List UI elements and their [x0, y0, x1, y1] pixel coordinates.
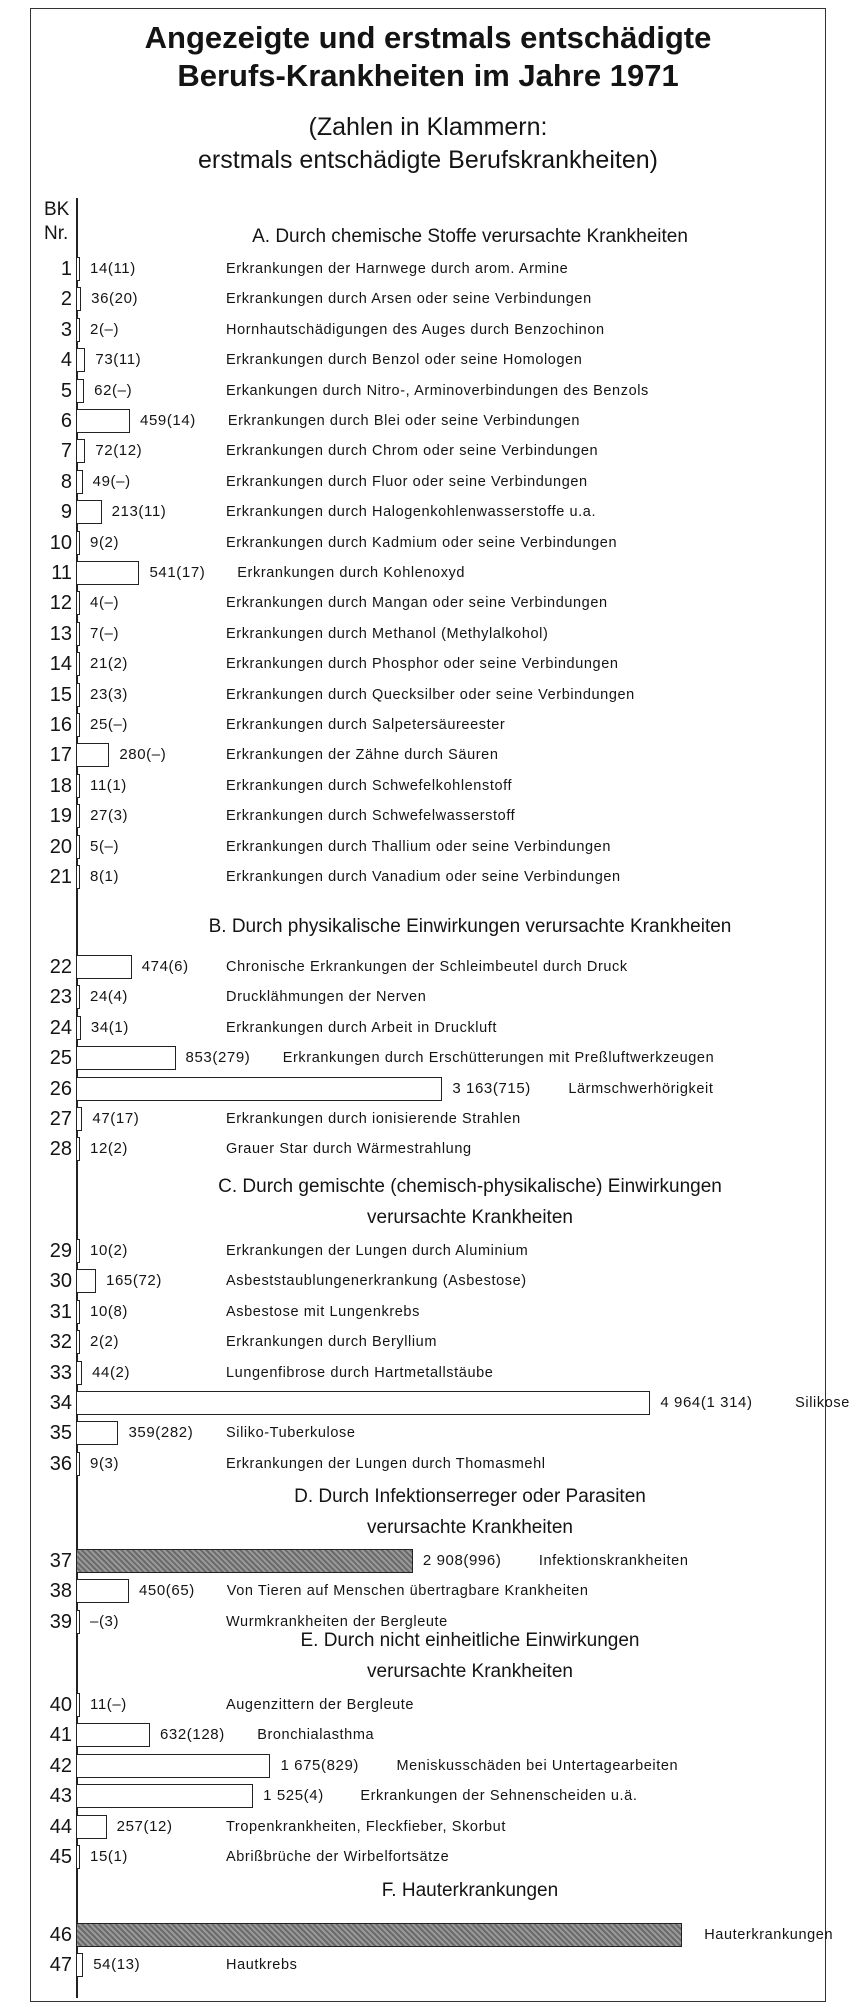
- bk-number: 41: [49, 1724, 72, 1746]
- category-label: Erkrankungen der Sehnenscheiden u.ä.: [360, 1788, 638, 1804]
- bar: [77, 1421, 118, 1445]
- bk-number: 19: [49, 805, 72, 827]
- bk-number: 27: [49, 1108, 72, 1130]
- bar-row: [0, 1720, 850, 1750]
- value-label: 72(12): [95, 442, 143, 459]
- bar: [77, 439, 85, 463]
- value-label: 257(12): [116, 1818, 173, 1835]
- value-label: 14(11): [90, 260, 136, 277]
- bar-row: [0, 1690, 850, 1720]
- chart-subtitle-line-1: (Zahlen in Klammern:: [308, 113, 548, 141]
- bar-row: [0, 1449, 850, 1479]
- category-label: Erkrankungen durch Erschütterungen mit Preßluftwerkzeugen: [282, 1050, 715, 1066]
- bar: [77, 561, 139, 585]
- bar-row: [0, 1950, 850, 1980]
- bar-row: [0, 1781, 850, 1811]
- bar-row: [0, 1074, 850, 1104]
- category-label: Erkrankungen der Zähne durch Säuren: [226, 747, 499, 763]
- category-label: Siliko-Tuberkulose: [226, 1425, 356, 1441]
- bar-row: [0, 1104, 850, 1134]
- bar: [77, 652, 80, 676]
- value-label: 8(1): [90, 868, 120, 885]
- bk-number: 15: [49, 684, 72, 706]
- bk-number: 2: [60, 288, 72, 310]
- section-heading: E. Durch nicht einheitliche Einwirkungen: [300, 1630, 640, 1651]
- value-label: 1 675(829): [280, 1757, 360, 1774]
- value-label: 474(6): [141, 958, 189, 975]
- bar-row: [0, 1297, 850, 1327]
- bar: [77, 1723, 150, 1747]
- bar: [77, 1693, 80, 1717]
- category-label: Hauterkrankungen: [704, 1927, 834, 1943]
- bar: [77, 1845, 80, 1869]
- bar-row: [0, 588, 850, 618]
- bk-number: 34: [49, 1392, 72, 1414]
- category-label: Erkrankungen der Harnwege durch arom. Armine: [226, 261, 569, 277]
- category-label: Tropenkrankheiten, Fleckfieber, Skorbut: [226, 1819, 506, 1835]
- bar-row: [0, 680, 850, 710]
- bk-nr-column-header: [44, 198, 69, 246]
- category-label: Augenzittern der Bergleute: [226, 1697, 415, 1713]
- category-label: Erkrankungen durch Salpetersäureester: [226, 717, 506, 733]
- bk-number: 1: [60, 258, 72, 280]
- value-label: 213(11): [111, 503, 167, 520]
- category-label: Erkrankungen durch Vanadium oder seine Verbindungen: [226, 869, 621, 885]
- bar: [77, 318, 80, 342]
- bk-number: 45: [49, 1846, 72, 1868]
- bar: [77, 865, 80, 889]
- section-heading: B. Durch physikalische Einwirkungen verursachte Krankheiten: [208, 916, 732, 937]
- category-label: Erkrankungen durch Beryllium: [226, 1334, 438, 1350]
- bar: [77, 1391, 650, 1415]
- bar-row: [0, 1134, 850, 1164]
- category-label: Lungenfibrose durch Hartmetallstäube: [226, 1365, 494, 1381]
- value-label: 34(1): [90, 1019, 129, 1036]
- bk-number: 38: [49, 1580, 72, 1602]
- bk-number: 37: [49, 1550, 72, 1572]
- bar-row: [0, 740, 850, 770]
- category-label: Infektionskrankheiten: [538, 1553, 689, 1569]
- bar: [77, 1579, 129, 1603]
- value-label: 2 908(996): [422, 1552, 502, 1569]
- category-label: Chronische Erkrankungen der Schleimbeutel durch Druck: [226, 959, 628, 975]
- bar-row: [0, 497, 850, 527]
- value-label: 1 525(4): [263, 1787, 324, 1804]
- bar-row: [0, 528, 850, 558]
- bar: [77, 1549, 413, 1573]
- category-label: Erkrankungen der Lungen durch Aluminium: [226, 1243, 529, 1259]
- section-heading: A. Durch chemische Stoffe verursachte Krankheiten: [252, 226, 688, 247]
- bk-number: 47: [49, 1954, 72, 1976]
- bar: [77, 1361, 82, 1385]
- value-label: 10(8): [90, 1303, 129, 1320]
- value-label: 359(282): [128, 1424, 194, 1441]
- bar: [77, 257, 80, 281]
- bar: [77, 500, 102, 524]
- bar-row: [0, 832, 850, 862]
- bar: [77, 1452, 80, 1476]
- bk-number: 3: [60, 319, 72, 341]
- bar-row: [0, 1607, 850, 1637]
- bar-row: [0, 1388, 850, 1418]
- bk-number: 26: [49, 1078, 72, 1100]
- bar-row: [0, 315, 850, 345]
- category-label: Silikose: [795, 1395, 850, 1411]
- bar: [77, 955, 132, 979]
- bar-row: [0, 345, 850, 375]
- category-label: Erkrankungen durch Phosphor oder seine Verbindungen: [226, 656, 619, 672]
- bar: [77, 1754, 270, 1778]
- bk-number: 29: [49, 1240, 72, 1262]
- bk-number: 9: [60, 501, 72, 523]
- value-label: 450(65): [138, 1582, 195, 1599]
- bk-number: 28: [49, 1138, 72, 1160]
- bar: [77, 287, 81, 311]
- bar-row: [0, 862, 850, 892]
- bk-number: 23: [49, 986, 72, 1008]
- category-label: Erkrankungen durch Arsen oder seine Verbindungen: [226, 291, 592, 307]
- bar: [77, 1953, 83, 1977]
- value-label: 36(20): [91, 290, 139, 307]
- bk-number: 12: [49, 592, 72, 614]
- bar-row: [0, 406, 850, 436]
- bar-row: [0, 1576, 850, 1606]
- bk-number: 40: [49, 1694, 72, 1716]
- bar-row: [0, 376, 850, 406]
- bar-row: [0, 982, 850, 1012]
- category-label: Erkrankungen durch Benzol oder seine Homologen: [226, 352, 583, 368]
- value-label: 23(3): [90, 686, 129, 703]
- bar: [77, 1330, 80, 1354]
- value-label: 25(–): [90, 716, 129, 733]
- bar: [77, 1046, 176, 1070]
- category-label: Von Tieren auf Menschen übertragbare Krankheiten: [226, 1583, 589, 1599]
- bar-row: [0, 1327, 850, 1357]
- bar: [77, 622, 80, 646]
- bk-number: 39: [49, 1611, 72, 1633]
- bk-number: 25: [49, 1047, 72, 1069]
- bar-row: [0, 467, 850, 497]
- bk-number: 7: [60, 440, 72, 462]
- category-label: Erkrankungen durch Quecksilber oder seine Verbindungen: [226, 687, 635, 703]
- bar: [77, 1137, 80, 1161]
- value-label: 12(2): [90, 1140, 129, 1157]
- bar: [77, 470, 83, 494]
- value-label: 15(1): [90, 1848, 129, 1865]
- category-label: Erkrankungen durch Blei oder seine Verbindungen: [227, 413, 581, 429]
- value-label: 7(–): [90, 625, 120, 642]
- bar-row: [0, 1418, 850, 1448]
- value-label: –(3): [90, 1613, 120, 1630]
- category-label: Erkankungen durch Nitro-, Arminoverbindungen des Benzols: [226, 383, 649, 399]
- value-label: 3 163(715): [452, 1080, 531, 1097]
- category-label: Meniskusschäden bei Untertagearbeiten: [396, 1758, 679, 1774]
- bar: [77, 379, 84, 403]
- bk-number: 5: [60, 380, 72, 402]
- nr-label: Nr.: [44, 223, 69, 244]
- bar-row: [0, 771, 850, 801]
- bk-number: 8: [60, 471, 72, 493]
- bar: [77, 1107, 82, 1131]
- chart-title-line-1: Angezeigte und erstmals entschädigte: [144, 20, 712, 55]
- category-label: Drucklähmungen der Nerven: [226, 989, 427, 1005]
- bar: [77, 683, 80, 707]
- category-label: Hautkrebs: [226, 1957, 298, 1973]
- value-label: 2(2): [90, 1333, 120, 1350]
- category-label: Asbestose mit Lungenkrebs: [226, 1304, 420, 1320]
- bar: [77, 591, 80, 615]
- bar: [77, 713, 80, 737]
- category-label: Hornhautschädigungen des Auges durch Benzochinon: [226, 322, 605, 338]
- bar-row: [0, 1358, 850, 1388]
- value-label: 853(279): [185, 1049, 251, 1066]
- bar: [77, 743, 109, 767]
- value-label: 21(2): [90, 655, 129, 672]
- bar-row: [0, 1920, 850, 1950]
- category-label: Lärmschwerhörigkeit: [568, 1081, 714, 1097]
- bk-number: 4: [60, 349, 72, 371]
- value-label: 2(–): [90, 321, 120, 338]
- value-label: 24(4): [90, 988, 129, 1005]
- bar: [77, 804, 80, 828]
- bar-row: [0, 558, 850, 588]
- bar: [77, 985, 80, 1009]
- section-heading: D. Durch Infektionserreger oder Parasiten: [294, 1486, 646, 1507]
- bar-row: [0, 1751, 850, 1781]
- value-label: 11(1): [90, 777, 127, 794]
- value-label: 4(–): [90, 594, 120, 611]
- bk-number: 11: [51, 562, 72, 584]
- value-label: 632(128): [159, 1726, 225, 1743]
- value-label: 5(–): [90, 838, 120, 855]
- bk-number: 35: [49, 1422, 72, 1444]
- bar: [77, 835, 80, 859]
- section-heading: F. Hauterkrankungen: [381, 1880, 559, 1901]
- category-label: Bronchialasthma: [257, 1727, 375, 1743]
- category-label: Erkrankungen durch Halogenkohlenwasserstoffe u.a.: [226, 504, 597, 520]
- bk-number: 13: [49, 623, 72, 645]
- bar-row: [0, 1842, 850, 1872]
- bk-number: 18: [49, 775, 72, 797]
- bar: [77, 348, 85, 372]
- bk-number: 22: [49, 956, 72, 978]
- category-label: Erkrankungen durch Kohlenoxyd: [237, 565, 466, 581]
- value-label: 73(11): [95, 351, 142, 368]
- category-label: Erkrankungen durch Chrom oder seine Verbindungen: [226, 443, 599, 459]
- value-label: 9(3): [90, 1455, 120, 1472]
- bk-number: 46: [49, 1924, 72, 1946]
- bk-number: 14: [49, 653, 72, 675]
- category-label: Erkrankungen durch Kadmium oder seine Verbindungen: [226, 535, 618, 551]
- bk-number: 42: [49, 1755, 72, 1777]
- section-heading: verursachte Krankheiten: [367, 1661, 573, 1682]
- bar: [77, 1300, 80, 1324]
- bar-row: [0, 952, 850, 982]
- bk-number: 33: [49, 1362, 72, 1384]
- bk-number: 36: [49, 1453, 72, 1475]
- category-label: Erkrankungen durch Schwefelwasserstoff: [226, 808, 516, 824]
- bar: [77, 531, 80, 555]
- section-heading: C. Durch gemischte (chemisch-physikalische) Einwirkungen: [218, 1176, 722, 1197]
- bar: [77, 409, 130, 433]
- bar-row: [0, 649, 850, 679]
- category-label: Erkrankungen durch Mangan oder seine Verbindungen: [226, 595, 608, 611]
- bar: [77, 1269, 96, 1293]
- category-label: Grauer Star durch Wärmestrahlung: [226, 1141, 472, 1157]
- bk-number: 31: [49, 1301, 72, 1323]
- category-label: Erkrankungen durch Schwefelkohlenstoff: [226, 778, 513, 794]
- value-label: 165(72): [106, 1272, 162, 1289]
- bar-row: [0, 284, 850, 314]
- value-label: 44(2): [92, 1364, 131, 1381]
- bk-label: BK: [44, 199, 70, 220]
- bar-row: [0, 619, 850, 649]
- bar: [77, 1016, 81, 1040]
- bar: [77, 1784, 253, 1808]
- bar-row: [0, 710, 850, 740]
- bk-number: 10: [49, 532, 72, 554]
- bk-number: 17: [49, 744, 72, 766]
- bar-row: [0, 436, 850, 466]
- value-label: 27(3): [90, 807, 129, 824]
- bk-number: 20: [49, 836, 72, 858]
- value-label: 62(–): [94, 382, 133, 399]
- category-label: Erkrankungen durch Fluor oder seine Verbindungen: [226, 474, 588, 490]
- bar: [77, 1239, 80, 1263]
- bk-number: 21: [49, 866, 72, 888]
- bk-number: 16: [49, 714, 72, 736]
- bar: [77, 774, 80, 798]
- category-label: Erkrankungen durch Arbeit in Druckluft: [226, 1020, 498, 1036]
- category-label: Erkrankungen der Lungen durch Thomasmehl: [226, 1456, 546, 1472]
- section-heading: verursachte Krankheiten: [367, 1207, 573, 1228]
- bar: [77, 1815, 107, 1839]
- bar-row: [0, 1043, 850, 1073]
- category-label: Abrißbrüche der Wirbelfortsätze: [226, 1849, 450, 1865]
- bk-number: 24: [49, 1017, 72, 1039]
- category-label: Erkrankungen durch Thallium oder seine Verbindungen: [226, 839, 612, 855]
- category-label: Wurmkrankheiten der Bergleute: [226, 1614, 448, 1630]
- chart-title-line-2: Berufs-Krankheiten im Jahre 1971: [177, 58, 679, 93]
- bk-number: 30: [49, 1270, 72, 1292]
- bar-row: [0, 801, 850, 831]
- category-label: Erkrankungen durch ionisierende Strahlen: [226, 1111, 521, 1127]
- bar-row: [0, 254, 850, 284]
- value-label: 459(14): [140, 412, 196, 429]
- bar-row: [0, 1266, 850, 1296]
- bk-number: 44: [49, 1816, 72, 1838]
- value-label: 11(–): [90, 1696, 127, 1713]
- value-label: 280(–): [119, 746, 167, 763]
- bk-number: 32: [49, 1331, 72, 1353]
- bar-row: [0, 1546, 850, 1576]
- bar: [77, 1077, 442, 1101]
- bar-row: [0, 1236, 850, 1266]
- value-label: 10(2): [90, 1242, 129, 1259]
- bk-number: 6: [60, 410, 72, 432]
- value-label: 54(13): [93, 1956, 141, 1973]
- value-label: 49(–): [92, 473, 131, 490]
- value-label: 47(17): [92, 1110, 140, 1127]
- value-label: 541(17): [149, 564, 206, 581]
- section-heading: verursachte Krankheiten: [367, 1517, 573, 1538]
- bar-row: [0, 1013, 850, 1043]
- bk-number: 43: [49, 1785, 72, 1807]
- bar: [77, 1610, 80, 1634]
- bar: [77, 1923, 682, 1947]
- value-label: 4 964(1 314): [660, 1394, 753, 1411]
- category-label: Erkrankungen durch Methanol (Methylalkohol): [226, 626, 549, 642]
- bar-row: [0, 1812, 850, 1842]
- chart-subtitle-line-2: erstmals entschädigte Berufskrankheiten): [198, 146, 658, 174]
- category-label: Asbeststaublungenerkrankung (Asbestose): [226, 1273, 527, 1289]
- value-label: 9(2): [90, 534, 120, 551]
